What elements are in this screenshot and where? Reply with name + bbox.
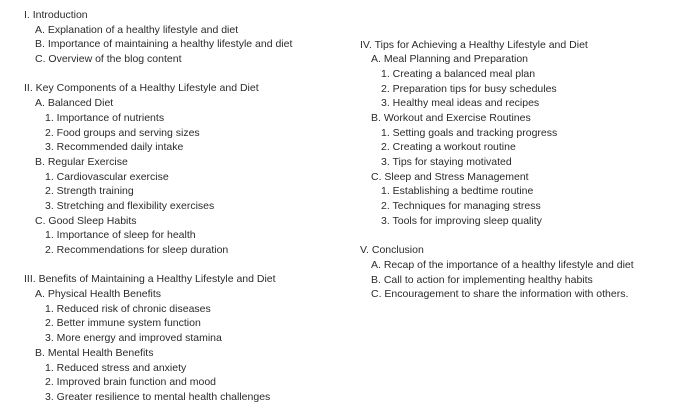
outline-subsection: A. Explanation of a healthy lifestyle and diet	[35, 23, 239, 36]
outline-point: 3. Tools for improving sleep quality	[381, 214, 542, 227]
outline-subsection: C. Encouragement to share the information with others.	[371, 288, 629, 301]
outline-subsection: B. Mental Health Benefits	[35, 346, 154, 359]
outline-point: 3. Healthy meal ideas and recipes	[381, 97, 540, 110]
outline-subsection: C. Sleep and Stress Management	[371, 170, 529, 183]
outline-point: 3. Stretching and flexibility exercises	[45, 199, 215, 212]
outline-spacer	[360, 228, 660, 243]
outline-section-heading: I. Introduction	[24, 9, 88, 21]
outline-section-heading: III. Benefits of Maintaining a Healthy Lifestyle and Diet	[24, 273, 276, 286]
outline-subsection: B. Importance of maintaining a healthy lifestyle and diet	[35, 38, 293, 51]
outline-subsection: B. Call to action for implementing healthy habits	[371, 273, 593, 286]
outline-subsection: C. Overview of the blog content	[35, 53, 182, 66]
outline-subsection: A. Meal Planning and Preparation	[371, 53, 529, 66]
outline-point: 2. Techniques for managing stress	[381, 200, 541, 213]
outline-point: 1. Reduced stress and anxiety	[45, 361, 187, 374]
outline-subsection: C. Good Sleep Habits	[35, 214, 137, 227]
outline-point: 2. Recommendations for sleep duration	[45, 244, 229, 256]
outline-section-heading: V. Conclusion	[360, 244, 424, 257]
outline-point: 1. Reduced risk of chronic diseases	[45, 302, 211, 315]
outline-point: 1. Establishing a bedtime routine	[381, 185, 534, 198]
outline-section-heading: IV. Tips for Achieving a Healthy Lifestyle and Diet	[360, 38, 588, 51]
outline-point: 1. Importance of sleep for health	[45, 229, 196, 242]
outline-point: 1. Cardiovascular exercise	[45, 170, 169, 183]
outline-left-column	[24, 8, 344, 405]
outline-point: 3. Recommended daily intake	[45, 141, 184, 154]
outline-point: 1. Importance of nutrients	[45, 111, 165, 124]
outline-point: 3. Tips for staying motivated	[381, 156, 512, 168]
outline-subsection: A. Physical Health Benefits	[35, 288, 162, 301]
outline-spacer	[24, 67, 344, 82]
outline-point: 2. Strength training	[45, 185, 134, 198]
outline-point: 1. Creating a balanced meal plan	[381, 67, 536, 80]
outline-subsection: A. Recap of the importance of a healthy lifestyle and diet	[371, 258, 634, 271]
outline-point: 2. Improved brain function and mood	[45, 376, 217, 389]
outline-point: 2. Creating a workout routine	[381, 141, 516, 154]
outline-subsection: B. Regular Exercise	[35, 155, 128, 168]
outline-point: 3. Greater resilience to mental health challenges	[45, 390, 271, 403]
outline-spacer	[24, 258, 344, 273]
outline-point: 2. Better immune system function	[45, 317, 201, 330]
outline-point: 2. Food groups and serving sizes	[45, 126, 200, 139]
outline-subsection: B. Workout and Exercise Routines	[371, 111, 531, 124]
outline-point: 3. More energy and improved stamina	[45, 332, 222, 345]
outline-point: 1. Setting goals and tracking progress	[381, 126, 558, 139]
outline-point: 2. Preparation tips for busy schedules	[381, 82, 557, 95]
outline-subsection: A. Balanced Diet	[35, 97, 114, 110]
outline-right-column	[360, 38, 660, 302]
outline-section-heading: II. Key Components of a Healthy Lifestyle and Diet	[24, 82, 259, 95]
